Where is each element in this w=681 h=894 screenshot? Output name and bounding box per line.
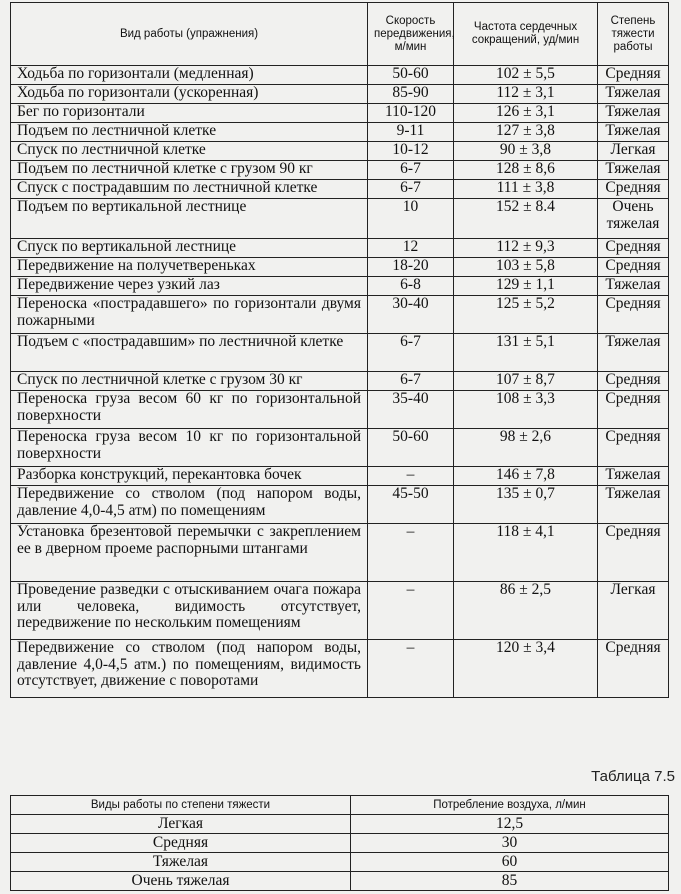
category-cell: Легкая (11, 815, 351, 834)
speed-cell: – (368, 582, 454, 640)
table-row (11, 277, 669, 296)
work-cell: Разборка конструкций, перекантовка бочек (11, 467, 368, 486)
severity-cell: Тяжелая (598, 277, 669, 296)
air-consumption-cell: 85 (351, 872, 669, 891)
work-cell: Спуск по лестничной клетке с грузом 30 кг (11, 372, 368, 391)
speed-cell: 6-7 (368, 334, 454, 372)
speed-cell: 6-7 (368, 372, 454, 391)
table-row (11, 582, 669, 640)
header-category: Виды работы по степени тяжести (11, 796, 351, 815)
table-row (11, 85, 669, 104)
heart-rate-cell: 102 ± 5,5 (454, 66, 598, 85)
work-cell: Проведение разведки с отыскиванием очага пожара или человека, видимость отсутствует, передвижение по нескольким помещениям (11, 582, 368, 640)
exercise-heart-rate-table (10, 2, 669, 698)
speed-cell: 45-50 (368, 486, 454, 524)
air-consumption-cell: 30 (351, 834, 669, 853)
table-header-row (11, 796, 669, 815)
heart-rate-cell: 146 ± 7,8 (454, 467, 598, 486)
table-body (11, 66, 669, 698)
table-row (11, 640, 669, 698)
table-row (11, 853, 669, 872)
table-row (11, 872, 669, 891)
speed-cell: 6-7 (368, 180, 454, 199)
heart-rate-cell: 90 ± 3,8 (454, 142, 598, 161)
speed-cell: – (368, 467, 454, 486)
heart-rate-cell: 129 ± 1,1 (454, 277, 598, 296)
work-cell: Передвижение через узкий лаз (11, 277, 368, 296)
heart-rate-cell: 125 ± 5,2 (454, 296, 598, 334)
speed-cell: 50-60 (368, 429, 454, 467)
work-cell: Ходьба по горизонтали (ускоренная) (11, 85, 368, 104)
speed-cell: – (368, 524, 454, 582)
heart-rate-cell: 103 ± 5,8 (454, 258, 598, 277)
header-air: Потребление воздуха, л/мин (351, 796, 669, 815)
severity-cell: Тяжелая (598, 123, 669, 142)
work-cell: Передвижение со стволом (под напором воды, давление 4,0-4,5 атм) по помещениям (11, 486, 368, 524)
speed-cell: 30-40 (368, 296, 454, 334)
work-cell: Переноска «пострадавшего» по горизонтали двумя пожарными (11, 296, 368, 334)
table-row (11, 142, 669, 161)
speed-cell: – (368, 640, 454, 698)
table-row (11, 161, 669, 180)
speed-cell: 50-60 (368, 66, 454, 85)
severity-cell: Средняя (598, 391, 669, 429)
severity-cell: Средняя (598, 296, 669, 334)
table-row (11, 372, 669, 391)
heart-rate-cell: 98 ± 2,6 (454, 429, 598, 467)
table-row (11, 296, 669, 334)
speed-cell: 6-8 (368, 277, 454, 296)
speed-cell: 6-7 (368, 161, 454, 180)
table-row (11, 467, 669, 486)
table-header-row (11, 3, 669, 66)
work-cell: Спуск с пострадавшим по лестничной клетке (11, 180, 368, 199)
table-row (11, 334, 669, 372)
air-consumption-cell: 60 (351, 853, 669, 872)
severity-cell: Тяжелая (598, 486, 669, 524)
severity-cell: Тяжелая (598, 467, 669, 486)
work-cell: Переноска груза весом 10 кг по горизонтальной поверхности (11, 429, 368, 467)
speed-cell: 12 (368, 239, 454, 258)
work-cell: Установка брезентовой перемычки с закреплением ее в дверном проеме распорными штангами (11, 524, 368, 582)
table-row (11, 180, 669, 199)
heart-rate-cell: 86 ± 2,5 (454, 582, 598, 640)
heart-rate-cell: 135 ± 0,7 (454, 486, 598, 524)
severity-cell: Средняя (598, 180, 669, 199)
severity-cell: Средняя (598, 258, 669, 277)
severity-cell: Тяжелая (598, 161, 669, 180)
table-row (11, 123, 669, 142)
table-row (11, 391, 669, 429)
table-row (11, 66, 669, 85)
severity-cell: Тяжелая (598, 104, 669, 123)
severity-cell: Легкая (598, 582, 669, 640)
table-row (11, 834, 669, 853)
table-row (11, 104, 669, 123)
table-row (11, 486, 669, 524)
severity-cell: Средняя (598, 429, 669, 467)
work-cell: Переноска груза весом 60 кг по горизонтальной поверхности (11, 391, 368, 429)
severity-cell: Легкая (598, 142, 669, 161)
header-severity: Степень тяжести работы (598, 3, 669, 66)
work-cell: Передвижение на получетвереньках (11, 258, 368, 277)
header-heart-rate: Частота сердечных сокращений, уд/мин (454, 3, 598, 66)
table-body (11, 815, 669, 891)
speed-cell: 85-90 (368, 85, 454, 104)
table-row (11, 429, 669, 467)
severity-cell: Средняя (598, 239, 669, 258)
speed-cell: 18-20 (368, 258, 454, 277)
table-row (11, 258, 669, 277)
table-caption: Таблица 7.5 (591, 768, 675, 785)
heart-rate-cell: 120 ± 3,4 (454, 640, 598, 698)
severity-cell: Очень тяжелая (598, 199, 669, 239)
speed-cell: 110-120 (368, 104, 454, 123)
category-cell: Тяжелая (11, 853, 351, 872)
heart-rate-cell: 112 ± 3,1 (454, 85, 598, 104)
severity-cell: Тяжелая (598, 85, 669, 104)
category-cell: Очень тяжелая (11, 872, 351, 891)
table-row (11, 239, 669, 258)
work-cell: Ходьба по горизонтали (медленная) (11, 66, 368, 85)
heart-rate-cell: 107 ± 8,7 (454, 372, 598, 391)
work-cell: Спуск по лестничной клетке (11, 142, 368, 161)
work-cell: Подъем с «пострадавшим» по лестничной клетке (11, 334, 368, 372)
heart-rate-cell: 112 ± 9,3 (454, 239, 598, 258)
speed-cell: 10-12 (368, 142, 454, 161)
heart-rate-cell: 118 ± 4,1 (454, 524, 598, 582)
work-cell: Подъем по вертикальной лестнице (11, 199, 368, 239)
severity-cell: Средняя (598, 372, 669, 391)
table-row (11, 815, 669, 834)
work-cell: Спуск по вертикальной лестнице (11, 239, 368, 258)
table-row (11, 199, 669, 239)
severity-cell: Тяжелая (598, 334, 669, 372)
category-cell: Средняя (11, 834, 351, 853)
speed-cell: 9-11 (368, 123, 454, 142)
severity-cell: Средняя (598, 524, 669, 582)
heart-rate-cell: 126 ± 3,1 (454, 104, 598, 123)
work-cell: Бег по горизонтали (11, 104, 368, 123)
severity-cell: Средняя (598, 66, 669, 85)
work-cell: Подъем по лестничной клетке с грузом 90 кг (11, 161, 368, 180)
heart-rate-cell: 111 ± 3,8 (454, 180, 598, 199)
air-consumption-table (10, 795, 669, 891)
speed-cell: 10 (368, 199, 454, 239)
air-consumption-cell: 12,5 (351, 815, 669, 834)
heart-rate-cell: 108 ± 3,3 (454, 391, 598, 429)
header-work: Вид работы (упражнения) (11, 3, 368, 66)
work-cell: Передвижение со стволом (под напором воды, давление 4,0-4,5 атм.) по помещениям, видимость отсутствует, движение с поворотами (11, 640, 368, 698)
work-cell: Подъем по лестничной клетке (11, 123, 368, 142)
heart-rate-cell: 131 ± 5,1 (454, 334, 598, 372)
table-row (11, 524, 669, 582)
speed-cell: 35-40 (368, 391, 454, 429)
severity-cell: Средняя (598, 640, 669, 698)
heart-rate-cell: 152 ± 8.4 (454, 199, 598, 239)
header-speed: Скорость передвижения, м/мин (368, 3, 454, 66)
heart-rate-cell: 128 ± 8,6 (454, 161, 598, 180)
heart-rate-cell: 127 ± 3,8 (454, 123, 598, 142)
